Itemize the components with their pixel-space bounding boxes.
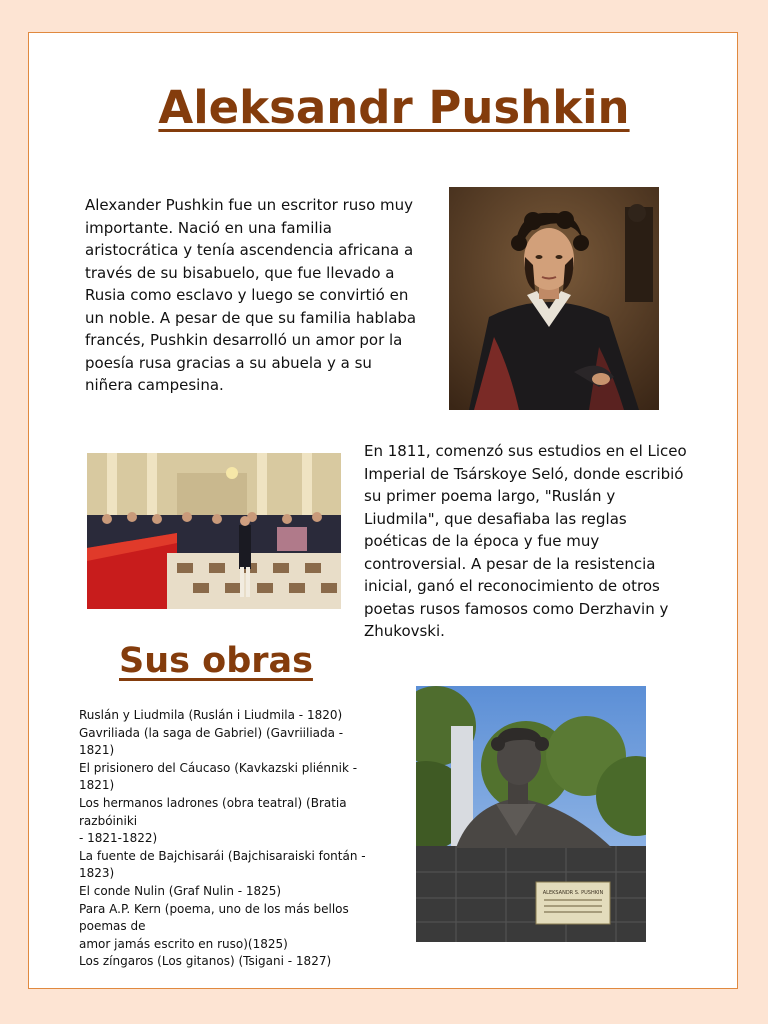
studies-paragraph: En 1811, comenzó sus estudios en el Liceo Imperial de Tsárskoye Seló, donde escribió su primer poema largo, "Ruslán y Liudmila", que desafiaba las reglas poéticas de la época y fue muy controversial. A pesar de la resistencia inicial, ganó el reconocimiento de otros poetas rusos famosos como Derzhavin y Zhukovski. — [364, 442, 687, 640]
works-heading: Sus obras — [119, 641, 313, 681]
list-item: Los zíngaros (Los gitanos) (Tsigani - 1827) — [79, 954, 332, 969]
list-item: Gavriliada (la saga de Gabriel) (Gavriiliada - 1821) — [79, 725, 344, 758]
list-item: Para A.P. Kern (poema, uno de los más bellos poemas de — [79, 901, 349, 934]
plaque-text: ALEKSANDR S. PUSHKIN — [542, 890, 604, 896]
list-item: El conde Nulin (Graf Nulin - 1825) — [79, 883, 282, 898]
works-list — [79, 707, 369, 971]
list-item: La fuente de Bajchisarái (Bajchisaraiski fontán - 1823) — [79, 848, 366, 881]
pushkin-statue-image — [416, 686, 646, 942]
list-item: El prisionero del Cáucaso (Kavkazski pliénnik - 1821) — [79, 760, 358, 793]
document-page — [28, 32, 738, 989]
page-title: Aleksandr Pushkin — [158, 81, 630, 134]
intro-paragraph: Alexander Pushkin fue un escritor ruso muy importante. Nació en una familia aristocrática y tenía ascendencia africana a través de su bisabuelo, que fue llevado a Rusia como esclavo y luego se convirtió en un noble. A pesar de que su familia hablaba francés, Pushkin desarrolló un amor por la poesía rusa gracias a su abuela y a su niñera campesina. — [85, 196, 417, 394]
list-item: Los hermanos ladrones (obra teatral) (Bratia razbóiniki — [79, 795, 347, 828]
list-item: - 1821-1822) — [79, 831, 158, 846]
lyceum-painting-image — [87, 453, 341, 609]
pushkin-portrait-image — [449, 187, 659, 410]
list-item: Ruslán y Liudmila (Ruslán i Liudmila - 1820) — [79, 708, 343, 722]
list-item: amor jamás escrito en ruso)(1825) — [79, 936, 288, 951]
